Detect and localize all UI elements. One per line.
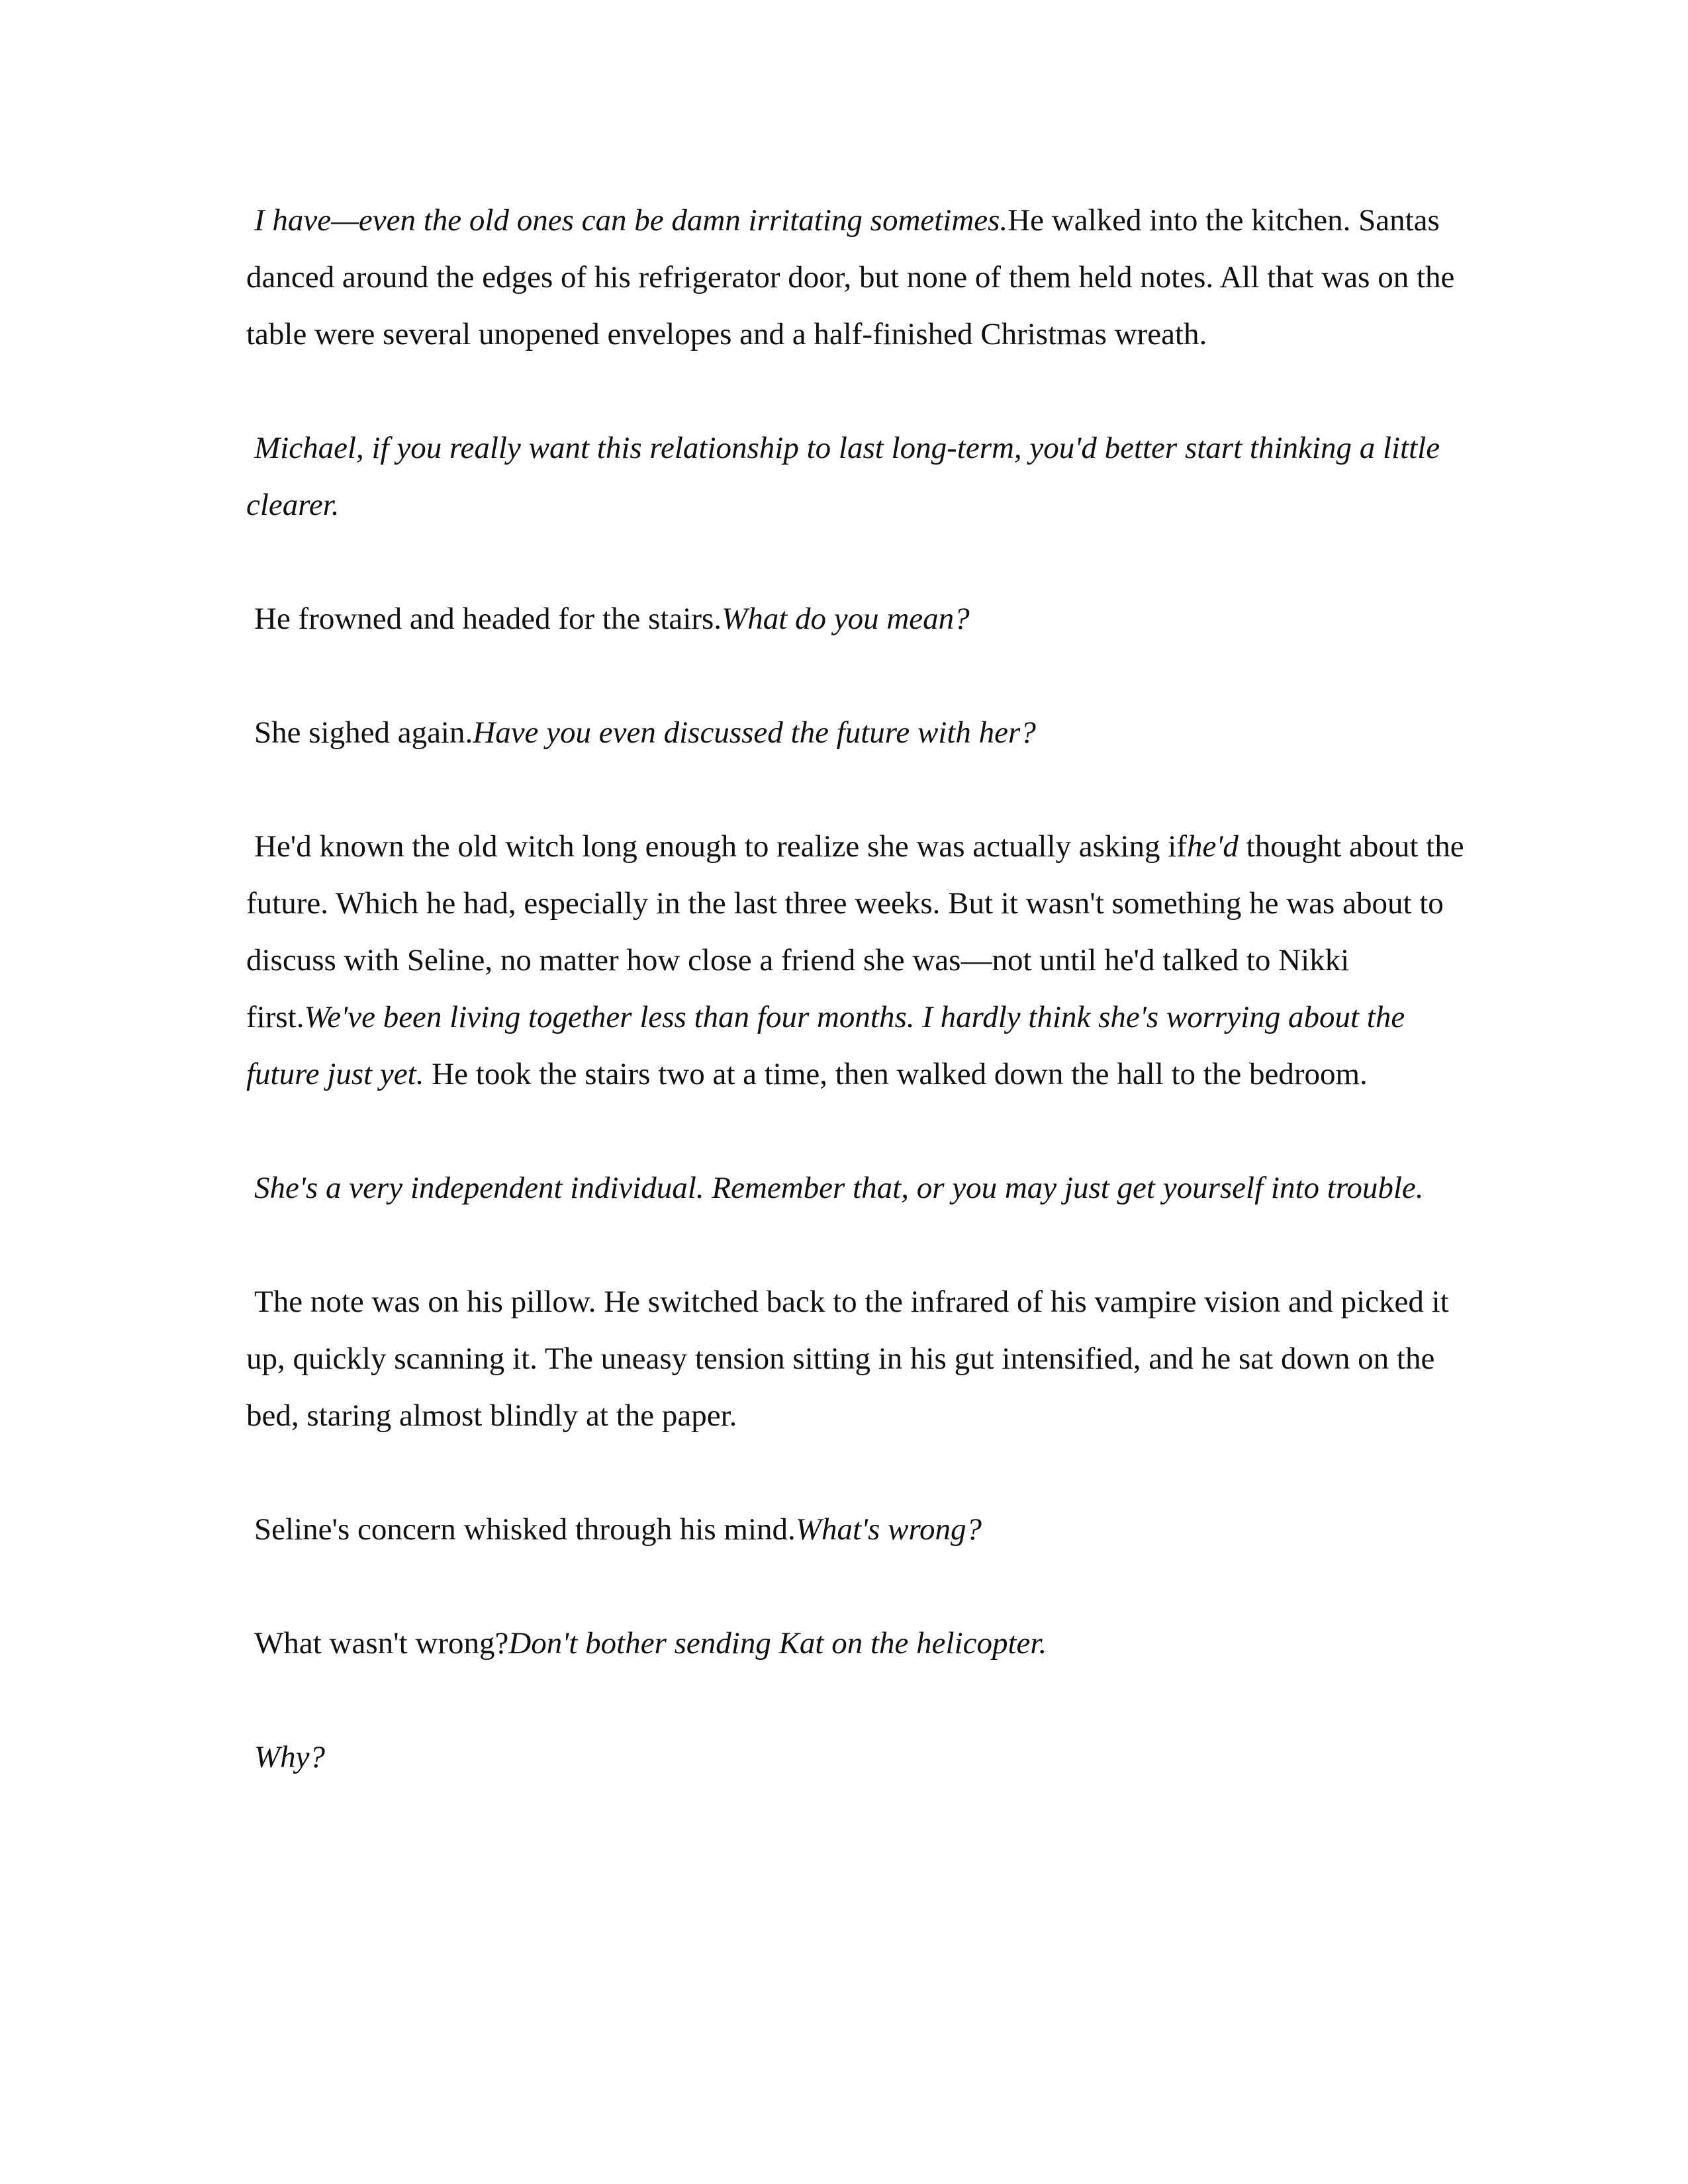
body-text [246,192,1472,1786]
paragraph [246,1160,1464,1216]
text-segment: He took the stairs two at a time, then walked down the hall to the bedroom. [424,1057,1368,1091]
paragraph [246,1615,1464,1672]
text-segment: He'd known the old witch long enough to realize she was actually asking if [254,829,1187,864]
text-segment: Have you even discussed the future with her? [473,715,1036,750]
text-segment: I have—even the old ones can be damn irritating sometimes. [254,203,1008,238]
text-segment: Why? [254,1740,326,1774]
paragraph [246,192,1464,363]
text-segment: What wasn't wrong? [254,1626,509,1661]
text-segment: What do you mean? [722,602,970,636]
text-segment: He frowned and headed for the stairs. [254,602,722,636]
text-segment: She sighed again. [254,715,473,750]
text-segment: What's wrong? [795,1512,982,1547]
text-segment: Don't bother sending Kat on the helicopter. [508,1626,1047,1661]
text-segment: Michael, if you really want this relationship to last long-term, you'd better start thinking a little clearer. [246,431,1448,522]
paragraph [246,818,1472,1103]
paragraph [246,1273,1464,1444]
text-segment: The note was on his pillow. He switched back to the infrared of his vampire vision and picked it up, quickly scanning it. The uneasy tension sitting in his gut intensified, and he sat down on the bed, staring almost blindly at the paper. [246,1285,1457,1433]
paragraph [246,1729,1464,1786]
paragraph [246,1501,1464,1558]
paragraph [246,704,1464,761]
text-segment: He walked into the kitchen. Santas danced around the edges of his refrigerator door, but none of them held notes. All that was on the table were several unopened envelopes and a half-finished Christmas wreath. [246,203,1463,351]
paragraph [246,420,1464,533]
text-segment: thought about the future. Which he had, especially in the last three weeks. But it wasn't something he was about to discuss with Seline, no matter how close a friend she was—not until he'd talked to Nikki first. [246,829,1472,1034]
text-segment: We've been living together less than four months. I hardly think she's worrying about the future just yet. [246,1000,1413,1091]
text-segment: he'd [1186,829,1239,864]
text-segment: Seline's concern whisked through his mind. [254,1512,796,1547]
paragraph [246,590,1464,647]
text-segment: She's a very independent individual. Remember that, or you may just get yourself into trouble. [254,1171,1424,1205]
